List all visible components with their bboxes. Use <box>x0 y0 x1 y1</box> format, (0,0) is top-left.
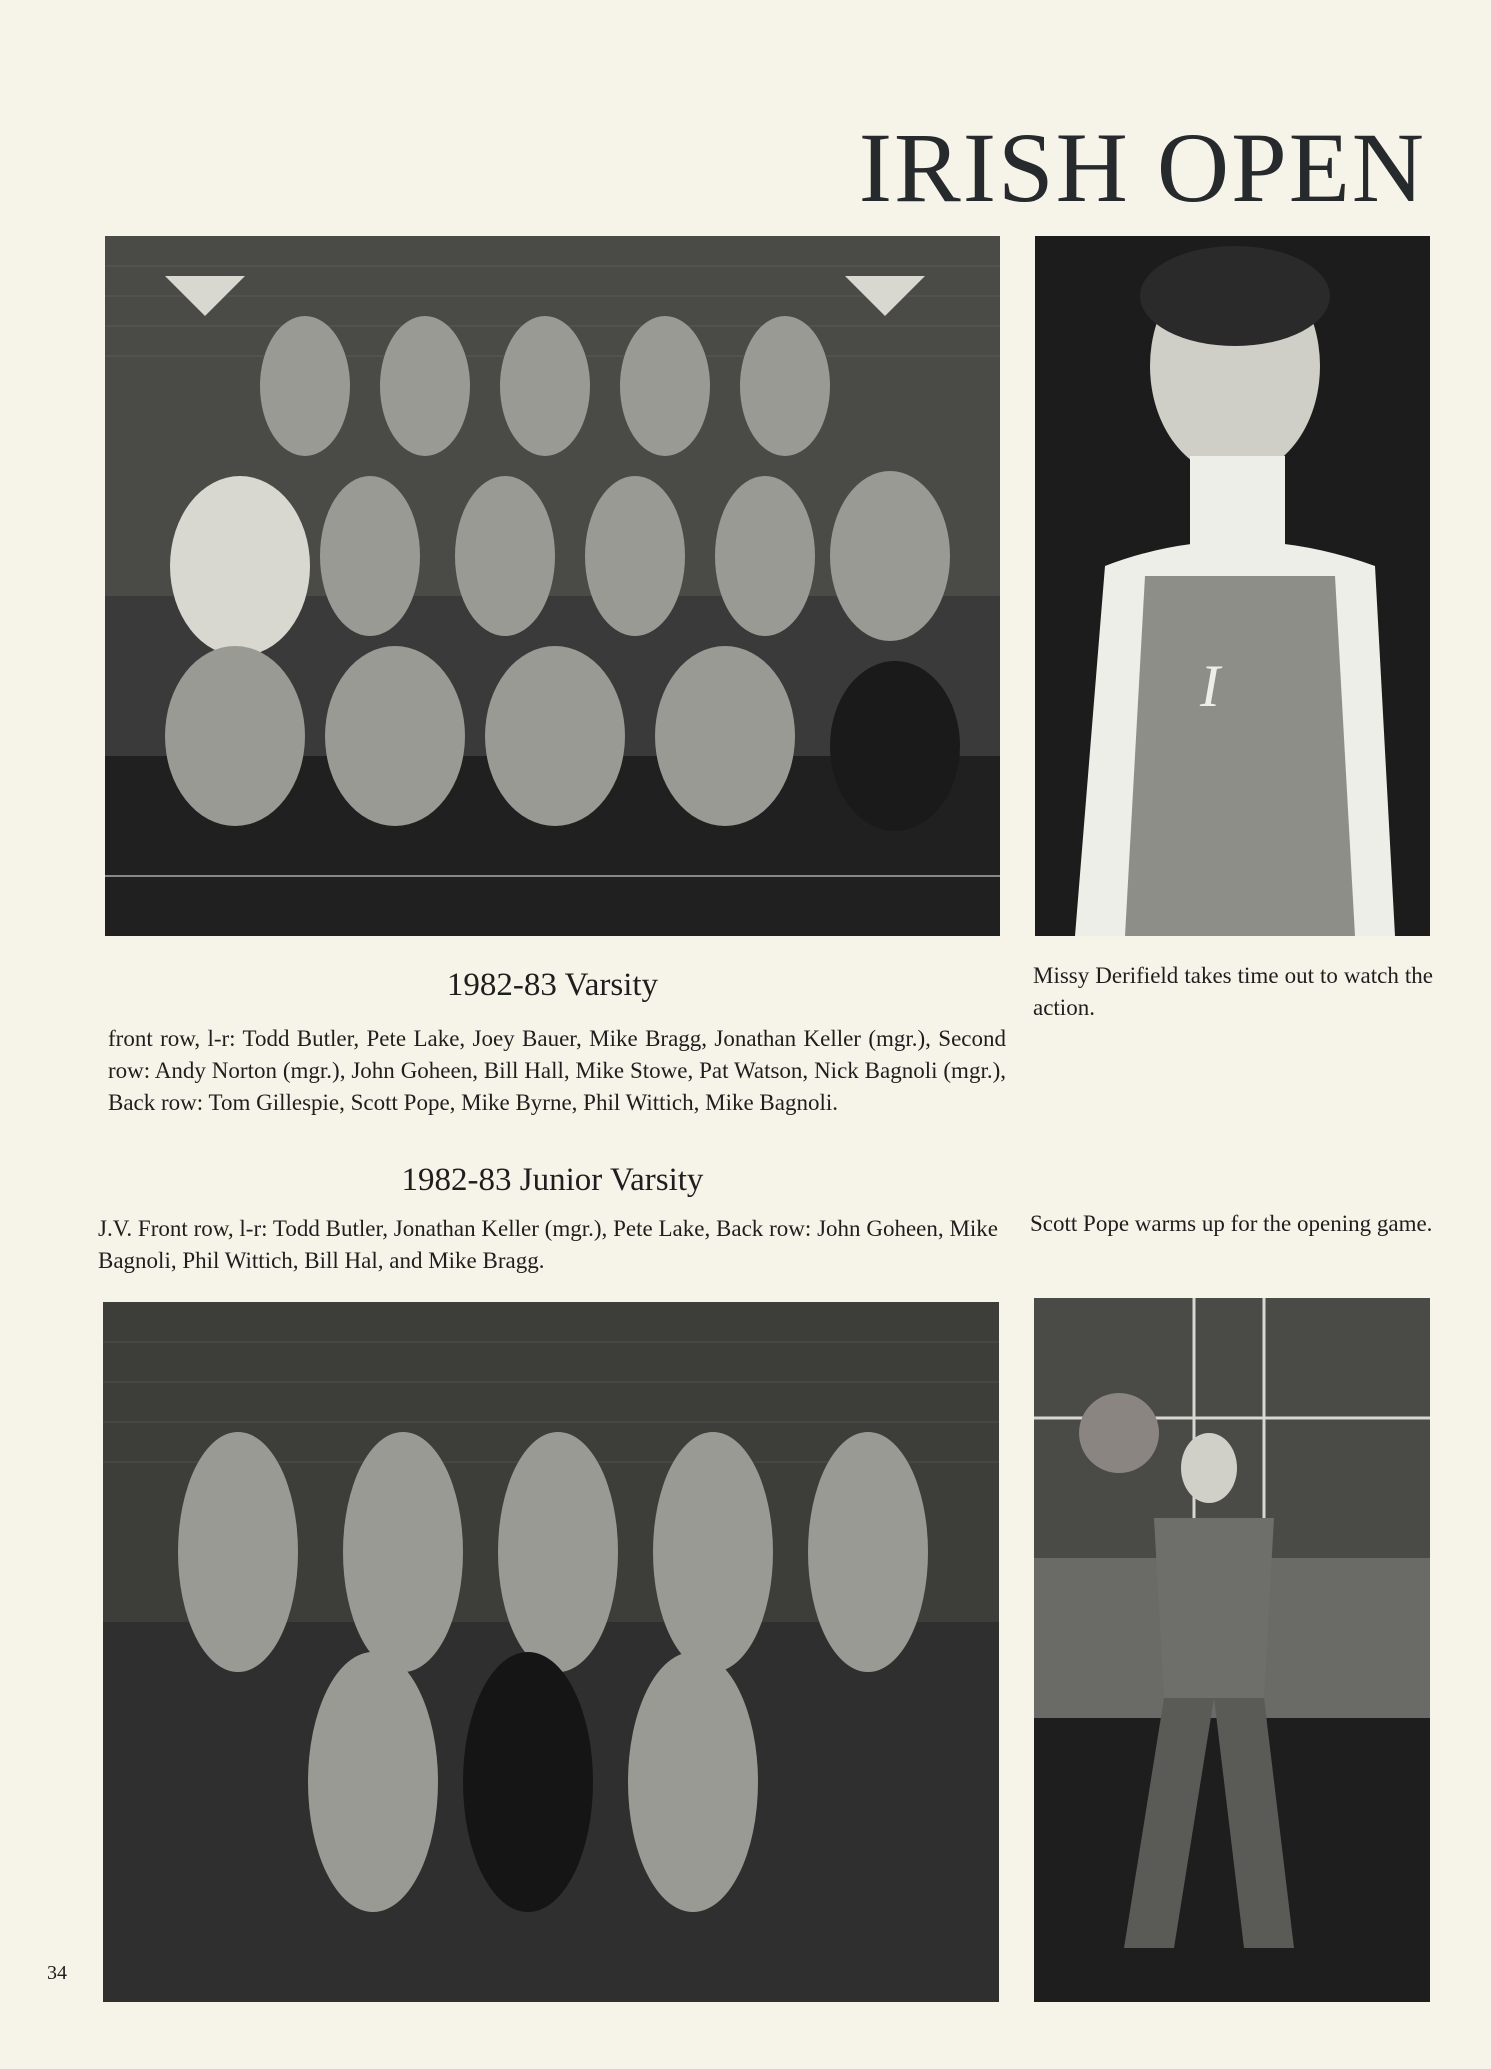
varsity-caption: front row, l-r: Todd Butler, Pete Lake, Joey Bauer, Mike Bragg, Jonathan Keller (mgr.), Second row: Andy Norton (mgr.), John Goheen, Bill Hall, Mike Stowe, Pat Watson, Nick Bagnoli (mgr.), Back row: Tom Gillespie, Scott Pope, Mike Byrne, Phil Wittich, Mike Bagnoli. <box>108 1026 1006 1115</box>
cheerleader-caption: Missy Derifield takes time out to watch the action. <box>1033 963 1433 1020</box>
cheerleader-photo <box>1035 236 1430 936</box>
page-number: 34 <box>47 1962 67 1984</box>
page-title: IRISH OPEN <box>858 112 1426 223</box>
junior-varsity-team-photo <box>103 1302 999 2002</box>
junior-varsity-caption: J.V. Front row, l-r: Todd Butler, Jonathan Keller (mgr.), Pete Lake, Back row: John Goheen, Mike Bagnoli, Phil Wittich, Bill Hal, and Mike Bragg. <box>98 1216 998 1273</box>
junior-varsity-heading: 1982-83 Junior Varsity <box>401 1162 704 1198</box>
varsity-heading: 1982-83 Varsity <box>446 967 659 1003</box>
varsity-team-photo <box>105 236 1000 936</box>
scott-pope-caption: Scott Pope warms up for the opening game. <box>1030 1211 1433 1236</box>
scott-pope-photo <box>1034 1298 1430 2002</box>
svg-text:I: I <box>1200 653 1220 719</box>
